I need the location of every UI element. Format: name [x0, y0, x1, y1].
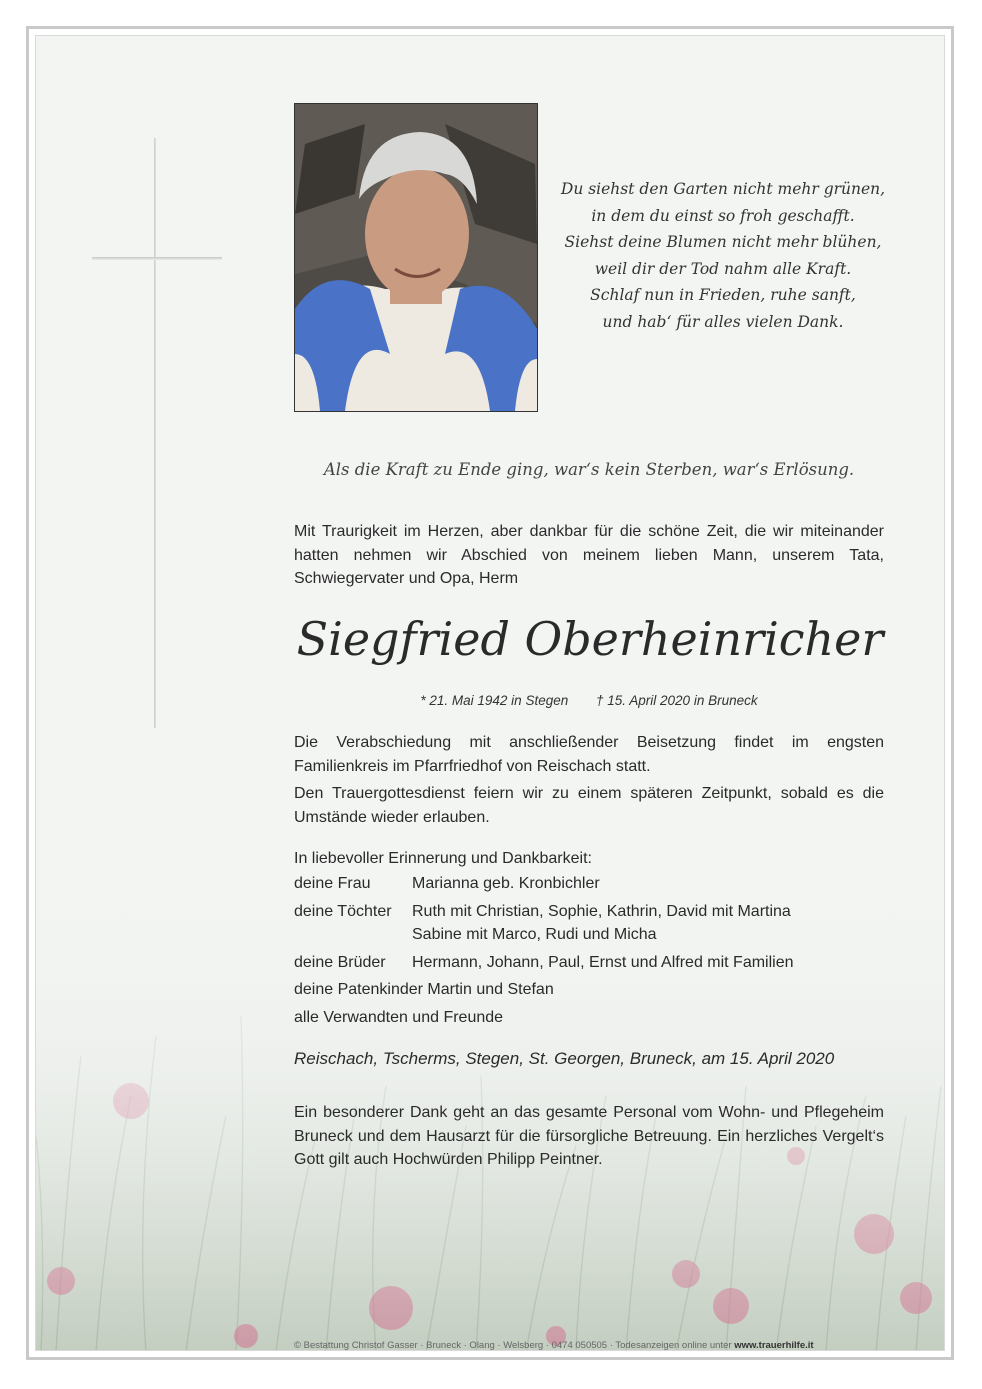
- footer: [294, 1340, 894, 1351]
- mourner-row: [294, 978, 894, 1002]
- mourner-relation: deine Töchter: [294, 902, 392, 920]
- poem-line: weil dir der Tod nahm alle Kraft.: [594, 259, 852, 278]
- mourners-list: [294, 847, 894, 1033]
- mourner-row: [294, 1006, 894, 1030]
- mourner-row: [294, 951, 894, 975]
- mourner-names: [412, 900, 791, 947]
- poem: [548, 176, 898, 335]
- poem-line: und hab‘ für alles vielen Dank.: [602, 312, 844, 331]
- mourner-name-line: Hermann, Johann, Paul, Ernst und Alfred mit Familien: [412, 953, 794, 971]
- mourner-names: [412, 951, 794, 975]
- place-date: Reischach, Tscherms, Stegen, St. Georgen, Bruneck, am 15. April 2020: [294, 1049, 835, 1068]
- mourner-extra: deine Patenkinder Martin und Stefan: [294, 981, 554, 998]
- intro-text: Mit Traurigkeit im Herzen, aber dankbar für die schöne Zeit, die wir miteinander hatten nehmen wir Abschied von meinem lieben Mann, unserem Tata, Schwiegervater und Opa, Herm: [294, 523, 884, 587]
- mourner-name-line: Ruth mit Christian, Sophie, Kathrin, David mit Martina: [412, 902, 791, 920]
- service-text: Den Trauergottesdienst feiern wir zu einem späteren Zeitpunkt, sobald es die Umstände wieder erlauben.: [294, 785, 884, 826]
- cross-vertical: [154, 138, 156, 728]
- burial-text: Die Verabschiedung mit anschließender Beisetzung findet im engsten Familienkreis im Pfarrfriedhof von Reischach statt.: [294, 734, 884, 775]
- poem-line: Siehst deine Blumen nicht mehr blühen,: [564, 233, 882, 251]
- life-dates: [294, 693, 884, 708]
- mourner-relation: deine Frau: [294, 875, 371, 892]
- mourner-row: [294, 900, 894, 947]
- mourner-extra: alle Verwandten und Freunde: [294, 1008, 504, 1026]
- birth-date: * 21. Mai 1942 in Stegen: [420, 693, 569, 708]
- footer-site-link[interactable]: www.trauerhilfe.it: [734, 1340, 814, 1351]
- motto: Als die Kraft zu Ende ging, war‘s kein Sterben, war‘s Erlösung.: [323, 460, 855, 479]
- deceased-name: Siegfried Oberheinricher: [296, 612, 884, 666]
- mourner-names: [412, 872, 600, 896]
- footer-text: © Bestattung Christof Gasser · Bruneck · Olang · Welsberg · 0474 050505 · Todesanzeigen online unter: [294, 1340, 735, 1351]
- mourner-row: [294, 872, 894, 896]
- portrait-image: [295, 104, 537, 411]
- poem-line: Du siehst den Garten nicht mehr grünen,: [560, 180, 886, 198]
- death-date: † 15. April 2020 in Bruneck: [596, 693, 758, 708]
- mourner-name-line: Sabine mit Marco, Rudi und Micha: [412, 926, 657, 943]
- thanks-text: Ein besonderer Dank geht an das gesamte Personal vom Wohn- und Pflegeheim Bruneck und dem Hausarzt für die fürsorgliche Betreuung. Ein herzliches Vergelt‘s Gott gilt auch Hochwürden Philipp Peintner.: [294, 1104, 884, 1168]
- poem-line: Schlaf nun in Frieden, ruhe sanft,: [590, 286, 856, 304]
- cross-horizontal: [92, 257, 222, 260]
- poem-line: in dem du einst so froh geschafft.: [591, 206, 855, 225]
- mourner-relation: deine Brüder: [294, 953, 386, 971]
- mourners-heading: In liebevoller Erinnerung und Dankbarkeit:: [294, 850, 592, 867]
- portrait-photo: [294, 103, 538, 412]
- mourner-name-line: Marianna geb. Kronbichler: [412, 875, 600, 892]
